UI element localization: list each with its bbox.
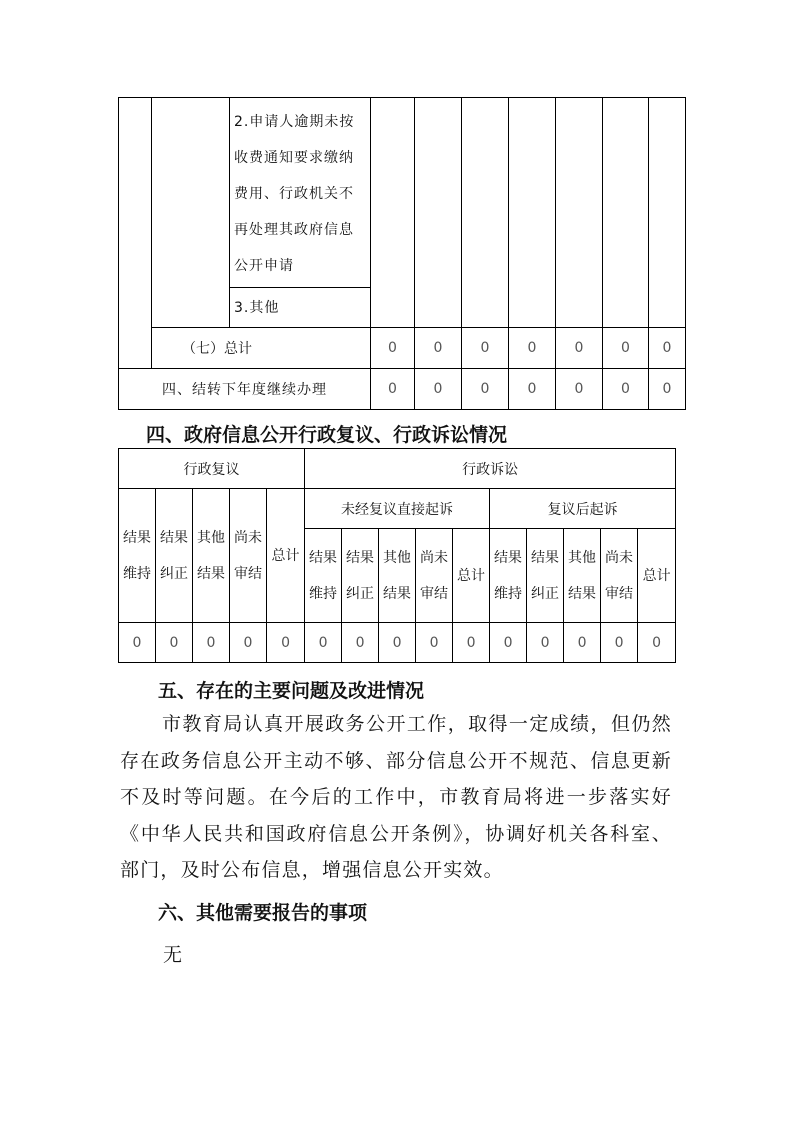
review-header: 行政复议 [119,449,305,489]
carryover-value: 0 [509,369,556,410]
review-litigation-table [118,448,676,663]
section4-title: 四、政府信息公开行政复议、行政诉讼情况 [146,424,508,446]
total-label: （七）总计 [152,328,371,369]
after-col-header: 结果纠正 [527,529,564,623]
direct-col-header: 其他结果 [379,529,416,623]
value-cell: 0 [638,623,676,663]
total-value: 0 [371,328,415,369]
value-cell: 0 [230,623,267,663]
value-cell: 0 [342,623,379,663]
review-col-header: 结果纠正 [156,489,193,623]
section5-title: 五、存在的主要问题及改进情况 [158,680,425,702]
after-review-header: 复议后起诉 [490,489,676,529]
after-col-header: 尚未审结 [601,529,638,623]
reason-cell: 2.申请人逾期未按收费通知要求缴纳费用、行政机关不再处理其政府信息公开申请 [230,98,371,288]
direct-col-header: 结果维持 [305,529,342,623]
category-merged-cell [152,98,230,328]
value-cell: 0 [305,623,342,663]
total-value: 0 [603,328,649,369]
litigation-header: 行政诉讼 [305,449,676,489]
total-value: 0 [509,328,556,369]
total-value: 0 [462,328,509,369]
carryover-value: 0 [415,369,462,410]
application-handling-table [118,97,686,410]
value-cell: 0 [453,623,490,663]
review-col-header: 尚未审结 [230,489,267,623]
carryover-value: 0 [649,369,686,410]
total-value: 0 [649,328,686,369]
direct-suit-header: 未经复议直接起诉 [305,489,490,529]
direct-col-header: 总计 [453,529,490,623]
section5-paragraph [120,706,672,889]
direct-col-header: 结果纠正 [342,529,379,623]
section6-title: 六、其他需要报告的事项 [158,902,368,924]
review-col-header: 总计 [267,489,305,623]
carryover-value: 0 [462,369,509,410]
value-cell: 0 [601,623,638,663]
section6-content: 无 [163,944,184,966]
after-col-header: 总计 [638,529,676,623]
value-cell: 0 [193,623,230,663]
after-col-header: 其他结果 [564,529,601,623]
review-col-header: 结果维持 [119,489,156,623]
direct-col-header: 尚未审结 [416,529,453,623]
review-col-header: 其他结果 [193,489,230,623]
carryover-value: 0 [371,369,415,410]
carryover-label: 四、结转下年度继续办理 [119,369,371,410]
value-cell: 0 [416,623,453,663]
left-merged-cell [119,98,152,369]
section5-text: 市教育局认真开展政务公开工作，取得一定成绩，但仍然存在政务信息公开主动不够、部分信息公开不规范、信息更新不及时等问题。在今后的工作中，市教育局将进一步落实好《中华人民共和国政府信息公开条例》，协调好机关各科室、部门，及时公布信息，增强信息公开实效。 [120,713,672,881]
value-cell: 0 [156,623,193,663]
value-cell: 0 [527,623,564,663]
value-cell: 0 [490,623,527,663]
value-cell: 0 [564,623,601,663]
carryover-value: 0 [603,369,649,410]
after-col-header: 结果维持 [490,529,527,623]
other-reason-cell: 3.其他 [230,288,371,328]
total-value: 0 [415,328,462,369]
value-cell: 0 [267,623,305,663]
value-cell: 0 [119,623,156,663]
carryover-value: 0 [556,369,603,410]
total-value: 0 [556,328,603,369]
value-cell: 0 [379,623,416,663]
